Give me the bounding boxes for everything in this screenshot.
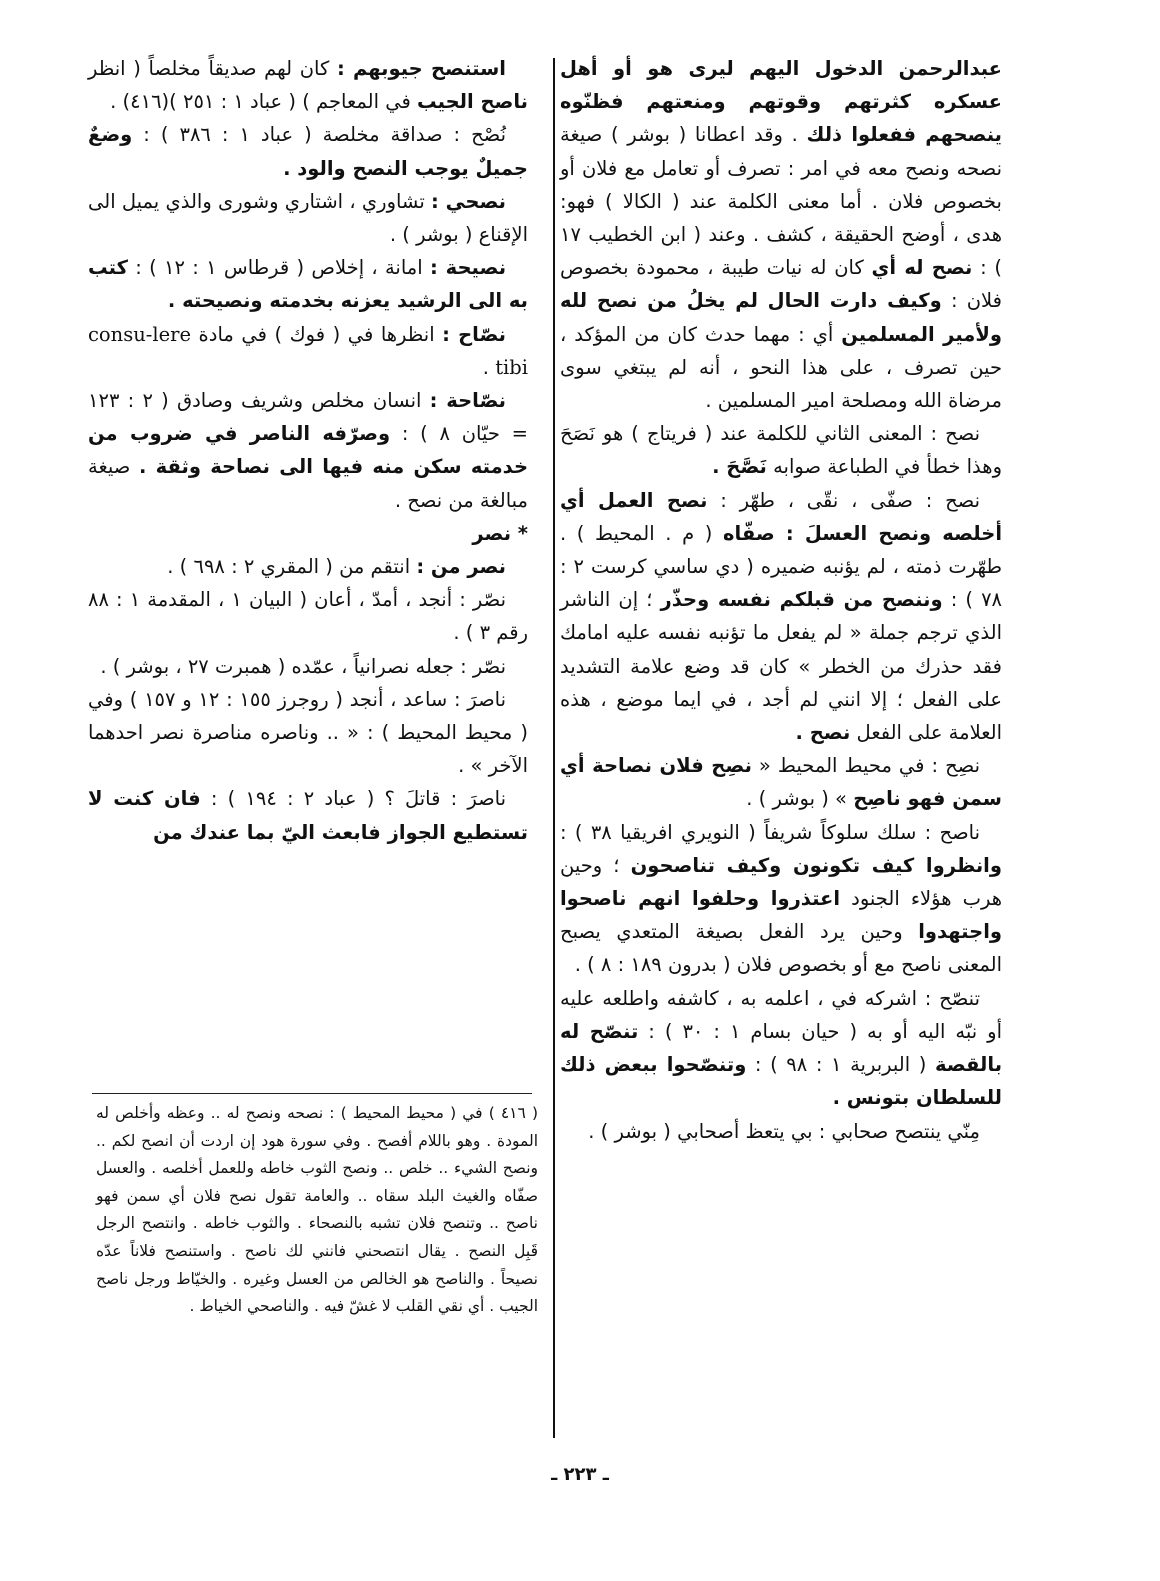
entry-paragraph <box>88 782 528 848</box>
text-run: امانة ، إخلاص ( قرطاس ١ : ١٢ ) : <box>135 256 423 280</box>
headword: نصحي : <box>431 189 507 213</box>
entry-paragraph <box>88 118 528 184</box>
entry-paragraph <box>560 749 1002 815</box>
text-run: أي : مهما حدث كان من المؤكد ، حين تصرف ، على هذا النحو ، أنه لم يبتغي سوى مرضاة الله ومصلحة امير المسلمين . <box>560 322 1002 413</box>
text-run: نصّر : جعله نصرانياً ، عمّده ( همبرت ٢٧ ، بوشر ) . <box>100 654 506 678</box>
text-run: » ( بوشر ) . <box>746 787 847 811</box>
text-run: تنصّح : اشركه في ، اعلمه به ، كاشفه واطلعه عليه أو نبّه اليه أو به ( حيان بسام ١ : ٣٠ ) : <box>560 986 1003 1043</box>
text-run: ناصرَ : قاتلَ ؟ ( عباد ٢ : ١٩٤ ) : <box>210 787 507 811</box>
page-number: ـ ٢٢٣ ـ <box>551 1464 609 1485</box>
text-run: نصِح : في محيط المحيط « <box>758 754 980 778</box>
text-run: نصح : صفّى ، نقّى ، طهّر : <box>720 488 981 512</box>
entry-paragraph <box>88 650 528 683</box>
text-run: وحين يرد الفعل بصيغة المتعدي يصبح المعنى ناصح مع أو بخصوص فلان ( بدرون ١٨٩ : ٨ ) . <box>560 920 1002 977</box>
headword: نصر من : <box>416 555 506 579</box>
entry-paragraph <box>560 417 1002 483</box>
footnote-marker: ( ٤١٦ ) <box>488 1104 539 1122</box>
text-run: ( البربرية ١ : ٩٨ ) : <box>754 1053 927 1077</box>
entry-paragraph <box>560 484 1002 750</box>
headword: نصيحة : <box>429 256 507 280</box>
entry-paragraph <box>560 982 1002 1115</box>
text-run: نصح : المعنى الثاني للكلمة عند ( فريتاج ) هو نَصَحَ وهذا خطأ في الطباعة صوابه <box>560 422 1002 479</box>
left-column <box>88 52 528 849</box>
entry-paragraph <box>88 550 528 583</box>
text-run: . <box>482 355 489 379</box>
paragraph-1 <box>560 52 1002 417</box>
root-heading: * نصر <box>472 521 528 545</box>
text-run: كان له نيات طيبة ، محمودة بخصوص فلان : <box>560 256 1003 313</box>
text-run: وانظروا كيف تكونون وكيف تناصحون <box>630 853 1002 877</box>
text-run: وتنصّحوا ببعض ذلك للسلطان بتونس . <box>560 1053 1002 1110</box>
text-run: تنصّح له بالقصة <box>560 1019 1003 1077</box>
text-run: ؛ إن الناشر الذي ترجم جملة « لم يفعل ما تؤنبه نفسه عليه امامك فقد حذرك من الخطر » كان قد وضع علامة التشديد على الفعل ؛ إلا انني لم أجد ، في ايما موضع ، هذه العلامة على الفعل <box>560 588 1002 745</box>
text-run: في المعاجم ) ( عباد ١ : ٢٥١ )(٤١٦) . <box>110 90 411 114</box>
text-run: وكيف دارت الحال لم يخلُ من نصح لله ولأمير المسلمين <box>560 289 1002 346</box>
footnote <box>96 1100 538 1321</box>
text-run: انتقم من ( المقري ٢ : ٦٩٨ ) . <box>167 555 411 579</box>
text-run: نصح له أي <box>871 256 973 280</box>
latin-term: consu-lere tibi <box>88 322 528 379</box>
text-run: وننصح من قبلكم نفسه وحذّر <box>660 588 943 612</box>
text-run: نصّر : أنجد ، أمدّ ، أعان ( البيان ١ ، المقدمة ١ : ٨٨ رقم ٣ ) . <box>88 588 528 645</box>
text-run: تشاوري ، اشتاري وشورى والذي يميل الى الإقناع ( بوشر ) . <box>88 189 528 247</box>
column-divider <box>553 58 555 1438</box>
headword: استنصح جيوبهم : <box>336 57 506 80</box>
text-run: ناصرَ : ساعد ، أنجد ( روجرز ١٥٥ : ١٢ و ١٥٧ ) وفي ( محيط المحيط ) : « .. وناصره مناصرة نصر احدهما الآخر » . <box>88 687 528 778</box>
text-run: نصح العمل أي أخلصه ونصح العسلَ : صفّاه <box>560 488 1003 545</box>
entry-paragraph <box>560 816 1002 982</box>
entry-paragraph <box>88 318 528 384</box>
text-run: نصِح فلان نصاحة أي سمن فهو ناصِح <box>560 754 1002 811</box>
text-run: وضعٌ جميلٌ يوجب النصح والود . <box>88 123 528 180</box>
text-run: ناصح : سلك سلوكاً شريفاً ( النويري افريقيا ٣٨ ) : <box>560 820 980 844</box>
footnote-text: في ( محيط المحيط ) : نصحه ونصح له .. وعظه وأخلص له المودة . وهو باللام أفصح . وفي سورة هود إن اردت أن انصح لكم .. ونصح الشيء .. خلص .. ونصح الثوب خاطه وللعمل أخلصه . والعسل صفّاه والغيث البلد سقاه .. والعامة تقول نصح فلان أي سمن فهو ناصح .. وتنصح فلان تشبه بالنصحاء . والثوب خاطه . وانتصح الرجل قَبِل النصح . يقال انتصحني فانني لك ناصح . واستنصح فلاناً عدّه نصيحاً . والناصح هو الخالص من العسل وغيره . والخيّاط ورجل ناصح الجيب . أي نقي القلب لا غشّ فيه . والناصحي الخياط . <box>96 1104 538 1316</box>
text-run: كان لهم صديقاً مخلصاً ( انظر <box>88 57 330 80</box>
text-run: كتب به الى الرشيد يعزنه بخدمته ونصيحته . <box>88 256 528 313</box>
text-run: انسان مخلص وشريف وصادق ( ٢ : ١٢٣ = حيّان ٨ ) : <box>88 389 529 446</box>
right-column <box>560 52 1002 1148</box>
entry-paragraph <box>88 185 528 251</box>
text-run: فان كنت لا تستطيع الجواز فابعث اليّ بما عندك من <box>88 787 528 844</box>
text-run: نُصْح : صداقة مخلصة ( عباد ١ : ٣٨٦ ) : <box>143 123 506 147</box>
text-run: نَصَّحَ . <box>712 455 767 479</box>
text-run: ( م . المحيط ) . طهّرت ذمته ، لم يؤنبه ضميره ( دي ساسي كرست ٢ : ٧٨ ) : <box>560 521 1003 612</box>
entry-paragraph <box>88 251 528 317</box>
text-run: عبدالرحمن الدخول اليهم ليرى هو أو أهل عسكره كثرتهم وقوتهم ومنعتهم فظنّوه ينصحهم ففعلوا ذلك <box>560 57 1003 147</box>
entry-paragraph <box>88 384 528 517</box>
entry-paragraph <box>88 683 528 783</box>
text-run: صيغة مبالغة من نصح . <box>88 455 528 512</box>
text-run: انظرها في ( فوك ) في مادة <box>198 322 435 346</box>
text-run: مِنّي ينتصح صحابي : بي يتعظ أصحابي ( بوشر ) . <box>588 1119 980 1143</box>
headword: نصّاح : <box>442 322 506 346</box>
text-run: نصح . <box>795 721 851 745</box>
footnote-paragraph <box>96 1100 538 1321</box>
text-run: اعتذروا وحلفوا انهم ناصحوا واجتهدوا <box>560 887 1002 944</box>
text-run: ناصح الجيب <box>417 90 528 114</box>
text-run: وصرّفه الناصر في ضروب من خدمته سكن منه فيها الى نصاحة وثقة . <box>88 422 528 479</box>
entry-paragraph <box>88 583 528 649</box>
entry-paragraph <box>560 1115 1002 1148</box>
entry-paragraph <box>88 52 528 118</box>
text-run: . وقد اعطانا ( بوشر ) صيغة نصحه ونصح معه في امر : تصرف أو تعامل مع فلان أو بخصوص فلان . أما معنى الكلمة عند ( الكالا ) فهو: هدى ، أوضح الحقيقة ، كشف . وعند ( ابن الخطيب ١٧ ) : <box>560 123 1002 280</box>
footnote-rule <box>92 1093 532 1094</box>
text-run: ؛ وحين هرب هؤلاء الجنود <box>560 853 1002 911</box>
headword: نصّاحة : <box>429 389 507 413</box>
